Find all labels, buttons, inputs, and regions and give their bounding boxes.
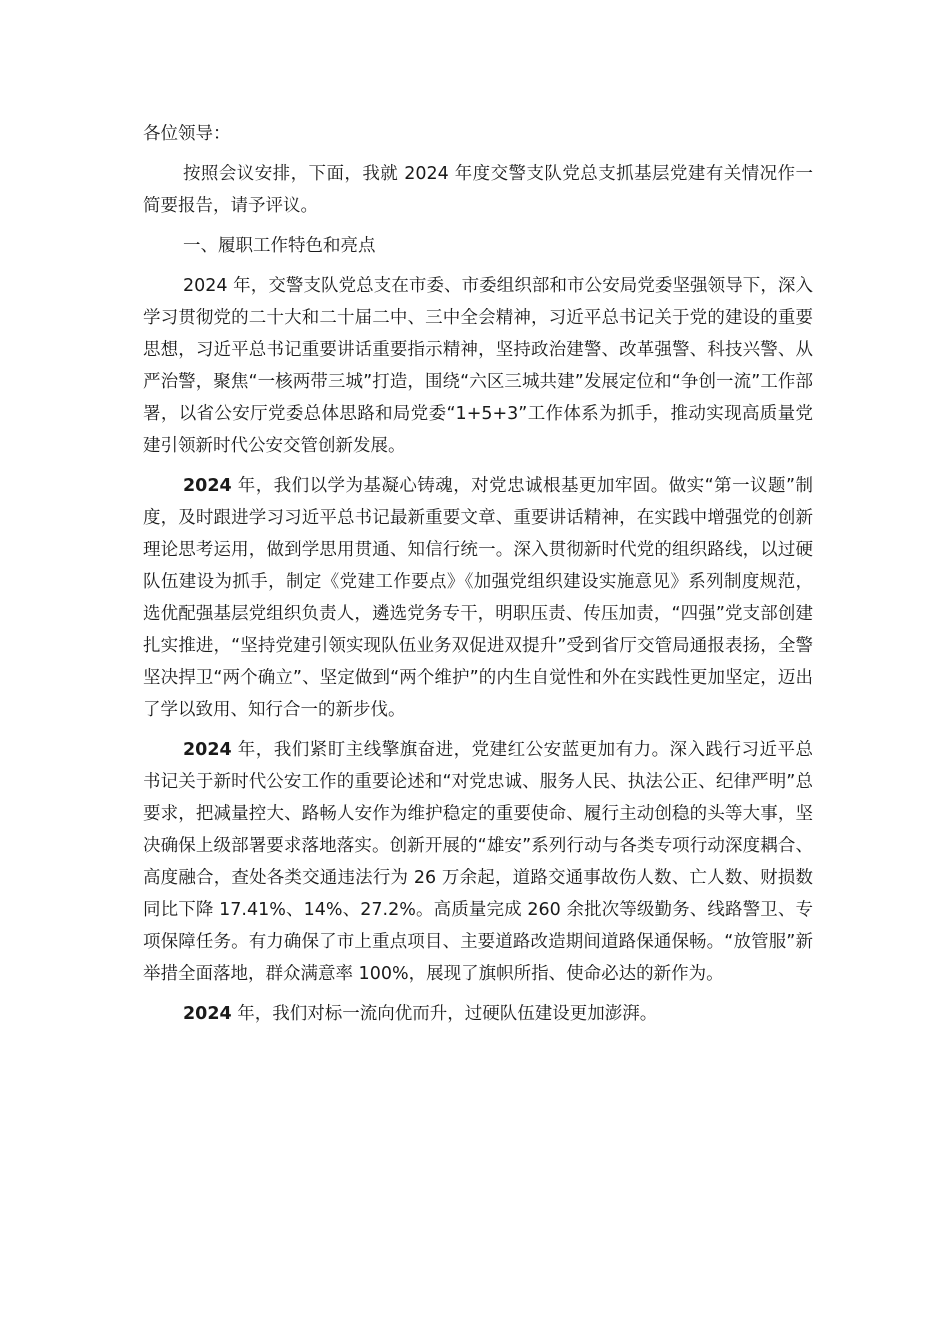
body-paragraph: [143, 734, 813, 990]
paragraph-year: 2024: [183, 740, 232, 760]
overview-paragraph: 2024 年，交警支队党总支在市委、市委组织部和市公安局党委坚强领导下，深入学习贯彻党的二十大和二十届二中、三中全会精神，习近平总书记关于党的建设的重要思想，习近平总书记重要讲话重要指示精神，坚持政治建警、改革强警、科技兴警、从严治警，聚焦“一核两带三城”打造，围绕“六区三城共建”发展定位和“争创一流”工作部署，以省公安厅党委总体思路和局党委“1+5+3”工作体系为抓手，推动实现高质量党建引领新时代公安交管创新发展。: [143, 276, 813, 456]
paragraph-text: 年，我们对标一流向优而升，过硬队伍建设更加澎湃。: [231, 1004, 658, 1024]
paragraph-text: 年，我们以学为基凝心铸魂，对党忠诚根基更加牢固。做实“第一议题”制度，及时跟进学习习近平总书记最新重要文章、重要讲话精神，在实践中增强党的创新理论思考运用，做到学思用贯通、知信行统一。深入贯彻新时代党的组织路线，以过硬队伍建设为抓手，制定《党建工作要点》《加强党组织建设实施意见》系列制度规范，选优配强基层党组织负责人，遴选党务专干，明职压责、传压加责，“四强”党支部创建扎实推进，“坚持党建引领实现队伍业务双促进双提升”受到省厅交管局通报表扬，全警坚决捍卫“两个确立”、坚定做到“两个维护”的内生自觉性和外在实践性更加坚定，迈出了学以致用、知行合一的新步伐。: [143, 476, 813, 720]
document-body: [143, 118, 813, 1038]
paragraph-year: 2024: [183, 476, 232, 496]
body-paragraph: [143, 470, 813, 726]
body-paragraph: [143, 998, 813, 1030]
section-heading: 一、履职工作特色和亮点: [183, 236, 376, 256]
paragraph-text: 年，我们紧盯主线擎旗奋进，党建红公安蓝更加有力。深入践行习近平总书记关于新时代公安工作的重要论述和“对党忠诚、服务人民、执法公正、纪律严明”总要求，把减量控大、路畅人安作为维护稳定的重要使命、履行主动创稳的头等大事，坚决确保上级部署要求落地落实。创新开展的“雄安”系列行动与各类专项行动深度耦合、高度融合，查处各类交通违法行为 26 万余起，道路交通事故伤人数、亡人数、财损数同比下降 17.41%、14%、27.2%。高质量完成 260 余批次等级勤务、线路警卫、专项保障任务。有力确保了市上重点项目、主要道路改造期间道路保通保畅。“放管服”新举措全面落地，群众满意率 100%，展现了旗帜所指、使命必达的新作为。: [143, 740, 813, 984]
intro-paragraph: 按照会议安排，下面，我就 2024 年度交警支队党总支抓基层党建有关情况作一简要报告，请予评议。: [143, 164, 813, 216]
greeting: 各位领导：: [143, 124, 231, 144]
paragraph-year: 2024: [183, 1004, 232, 1024]
